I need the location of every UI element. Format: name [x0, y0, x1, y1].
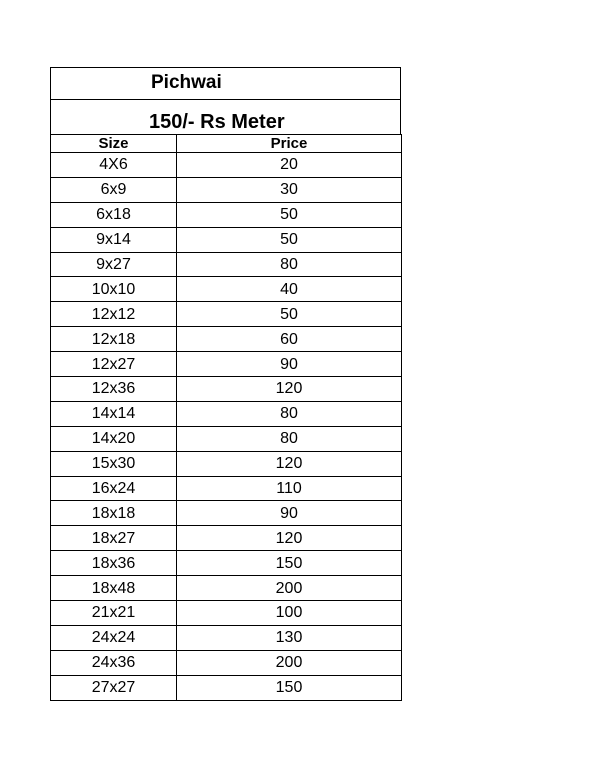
- price-cell: 50: [177, 202, 402, 227]
- size-cell: 16x24: [51, 476, 177, 501]
- size-cell: 21x21: [51, 601, 177, 626]
- price-cell: 120: [177, 377, 402, 402]
- price-cell: 120: [177, 526, 402, 551]
- size-column-header: Size: [51, 135, 177, 153]
- size-cell: 6x18: [51, 202, 177, 227]
- price-cell: 90: [177, 501, 402, 526]
- table-row: [51, 625, 402, 650]
- price-cell: 80: [177, 426, 402, 451]
- table-row: [51, 675, 402, 700]
- table-row: [51, 202, 402, 227]
- table-row: [51, 177, 402, 202]
- price-cell: 80: [177, 252, 402, 277]
- rate-per-meter: 150/- Rs Meter: [149, 111, 285, 133]
- size-cell: 12x27: [51, 352, 177, 377]
- price-cell: 50: [177, 227, 402, 252]
- table-row: [51, 501, 402, 526]
- price-cell: 200: [177, 576, 402, 601]
- size-cell: 6x9: [51, 177, 177, 202]
- size-cell: 18x18: [51, 501, 177, 526]
- price-table: [50, 134, 402, 701]
- price-cell: 60: [177, 327, 402, 352]
- table-row: [51, 153, 402, 178]
- table-row: [51, 377, 402, 402]
- price-cell: 110: [177, 476, 402, 501]
- table-row: [51, 277, 402, 302]
- table-row: [51, 476, 402, 501]
- table-row: [51, 601, 402, 626]
- size-cell: 4X6: [51, 153, 177, 178]
- price-cell: 20: [177, 153, 402, 178]
- size-cell: 15x30: [51, 451, 177, 476]
- price-cell: 80: [177, 401, 402, 426]
- price-cell: 30: [177, 177, 402, 202]
- size-cell: 18x27: [51, 526, 177, 551]
- size-cell: 9x27: [51, 252, 177, 277]
- size-cell: 14x14: [51, 401, 177, 426]
- price-cell: 50: [177, 302, 402, 327]
- table-row: [51, 576, 402, 601]
- size-cell: 12x18: [51, 327, 177, 352]
- sheet-title: Pichwai: [151, 72, 222, 93]
- rate-row: [50, 99, 401, 134]
- price-cell: 150: [177, 675, 402, 700]
- table-row: [51, 352, 402, 377]
- size-cell: 24x24: [51, 625, 177, 650]
- table-body: [51, 153, 402, 701]
- size-cell: 10x10: [51, 277, 177, 302]
- price-cell: 200: [177, 650, 402, 675]
- table-row: [51, 526, 402, 551]
- table-row: [51, 327, 402, 352]
- price-cell: 150: [177, 551, 402, 576]
- size-cell: 27x27: [51, 675, 177, 700]
- price-cell: 120: [177, 451, 402, 476]
- price-cell: 100: [177, 601, 402, 626]
- size-cell: 9x14: [51, 227, 177, 252]
- size-cell: 24x36: [51, 650, 177, 675]
- table-row: [51, 551, 402, 576]
- price-cell: 90: [177, 352, 402, 377]
- size-cell: 14x20: [51, 426, 177, 451]
- table-row: [51, 302, 402, 327]
- table-row: [51, 426, 402, 451]
- price-cell: 130: [177, 625, 402, 650]
- size-cell: 12x12: [51, 302, 177, 327]
- table-row: [51, 451, 402, 476]
- price-cell: 40: [177, 277, 402, 302]
- price-column-header: Price: [177, 135, 402, 153]
- table-row: [51, 401, 402, 426]
- table-row: [51, 650, 402, 675]
- table-row: [51, 252, 402, 277]
- size-cell: 18x48: [51, 576, 177, 601]
- table-row: [51, 227, 402, 252]
- size-cell: 18x36: [51, 551, 177, 576]
- size-cell: 12x36: [51, 377, 177, 402]
- header-row: [51, 135, 402, 153]
- title-row: [50, 67, 401, 99]
- price-sheet: [50, 67, 401, 701]
